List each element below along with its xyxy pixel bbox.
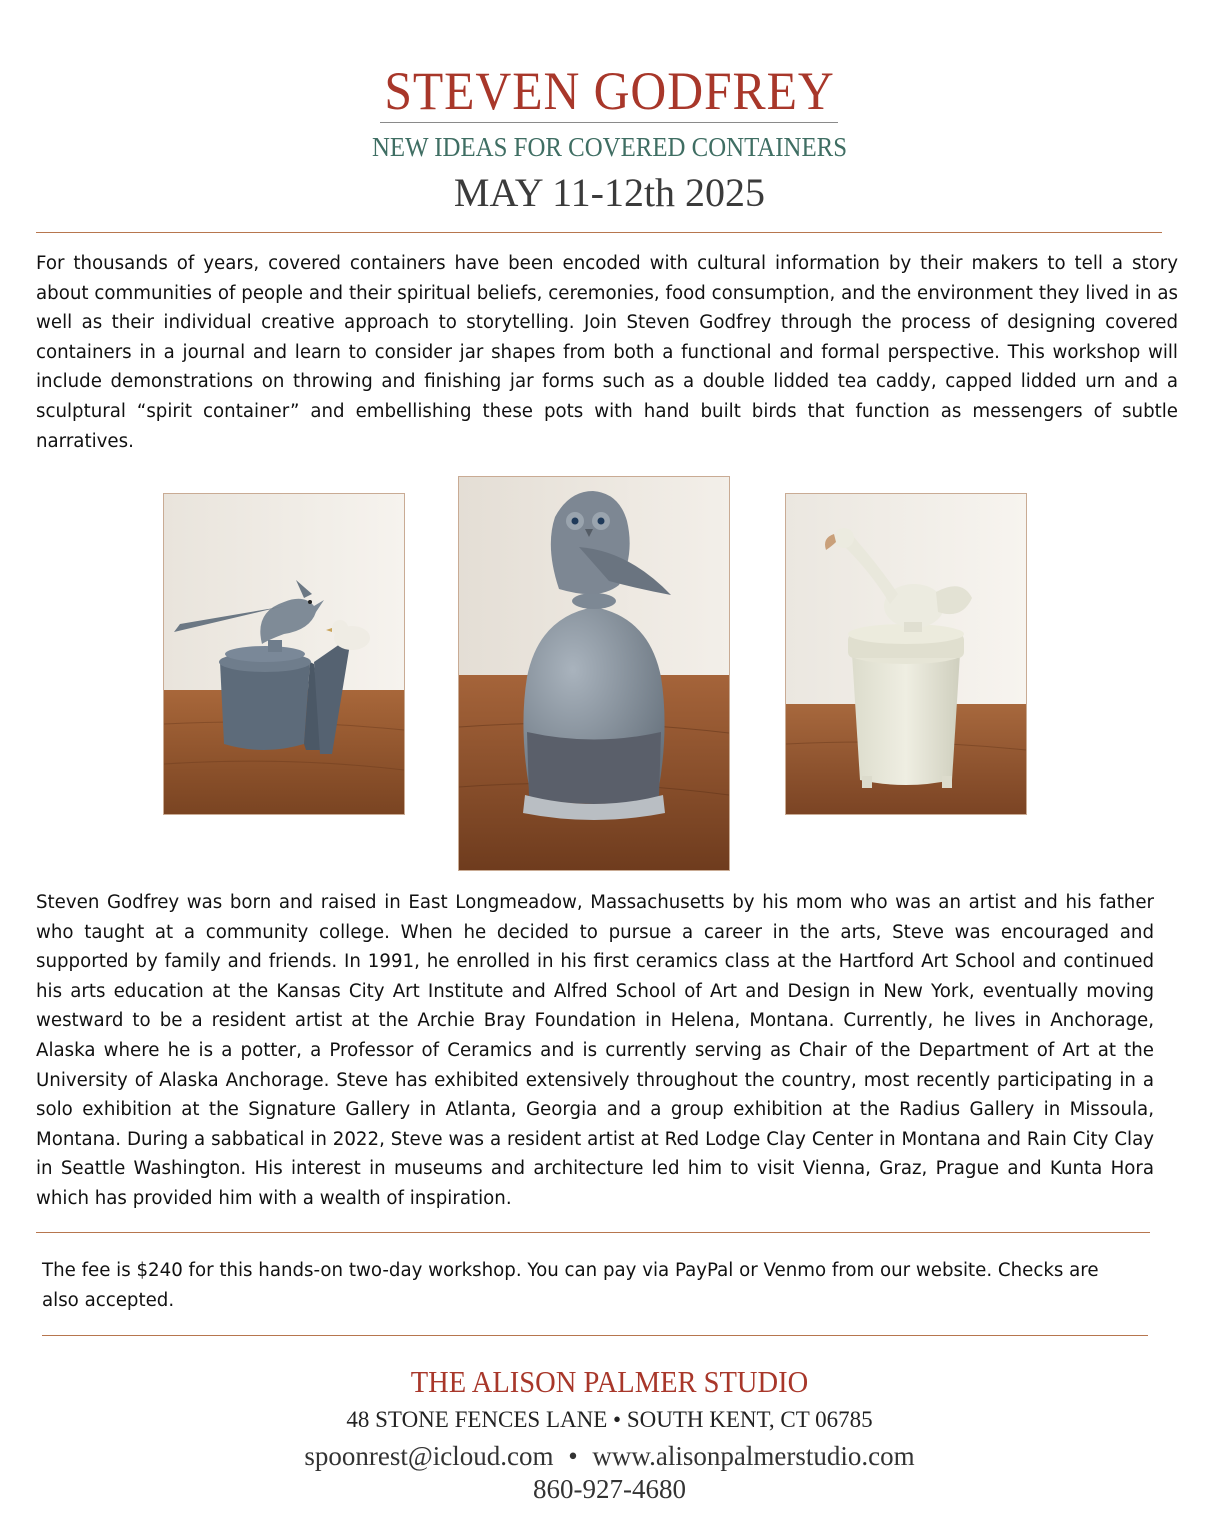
contact-separator: •: [568, 1441, 578, 1471]
studio-name: THE ALISON PALMER STUDIO: [410, 1364, 809, 1399]
website-link[interactable]: www.alisonpalmerstudio.com: [592, 1441, 915, 1471]
contact-line: [0, 1438, 1219, 1474]
jay-jar-image: [164, 494, 404, 814]
photo-dodo-jar: [785, 493, 1027, 815]
divider-top: [36, 232, 1162, 233]
page-title: STEVEN GODFREY: [384, 61, 835, 121]
dodo-jar-image: [786, 494, 1026, 814]
workshop-date: MAY 11-12th 2025: [453, 170, 766, 215]
studio-address: 48 STONE FENCES LANE • SOUTH KENT, CT 06785: [346, 1407, 873, 1432]
divider-bottom: [42, 1335, 1148, 1336]
email-link[interactable]: spoonrest@icloud.com: [304, 1441, 554, 1471]
phone-number: 860-927-4680: [533, 1474, 686, 1504]
photo-owl-jar: [458, 476, 730, 871]
photo-jay-jar: [163, 493, 405, 815]
intro-paragraph: For thousands of years, covered containers have been encoded with cultural information by their makers to tell a story about communities of people and their spiritual beliefs, ceremonies, food consumption, and the environment they lived in as well as their individual creative approach to storytelling. Join Steven Godfrey through the process of designing covered containers in a journal and learn to consider jar shapes from both a functional and formal perspective. This workshop will include demonstrations on throwing and finishing jar forms such as a double lidded tea caddy, capped lidded urn and a sculptural “spirit container” and embellishing these pots with hand built birds that function as messengers of subtle narratives.: [36, 253, 1178, 452]
bio-paragraph: Steven Godfrey was born and raised in East Longmeadow, Massachusetts by his mom who was an artist and his father who taught at a community college. When he decided to pursue a career in the arts, Steve was encouraged and supported by family and friends. In 1991, he enrolled in his first ceramics class at the Hartford Art School and continued his arts education at the Kansas City Art Institute and Alfred School of Art and Design in New York, eventually moving westward to be a resident artist at the Archie Bray Foundation in Helena, Montana. Currently, he lives in Anchorage, Alaska where he is a potter, a Professor of Ceramics and is currently serving as Chair of the Department of Art at the University of Alaska Anchorage. Steve has exhibited extensively throughout the country, most recently participating in a solo exhibition at the Signature Gallery in Atlanta, Georgia and a group exhibition at the Radius Gallery in Missoula, Montana. During a sabbatical in 2022, Steve was a resident artist at Red Lodge Clay Center in Montana and Rain City Clay in Seattle Washington. His interest in museums and architecture led him to visit Vienna, Graz, Prague and Kunta Hora which has provided him with a wealth of inspiration.: [36, 892, 1154, 1209]
fee-paragraph: The fee is $240 for this hands-on two-day workshop. You can pay via PayPal or Venmo from our website. Checks are also accepted.: [42, 1260, 1099, 1311]
workshop-subtitle: NEW IDEAS FOR COVERED CONTAINERS: [371, 132, 848, 162]
divider-mid: [36, 1232, 1150, 1233]
owl-jar-image: [459, 477, 729, 870]
title-underline: [380, 122, 838, 123]
